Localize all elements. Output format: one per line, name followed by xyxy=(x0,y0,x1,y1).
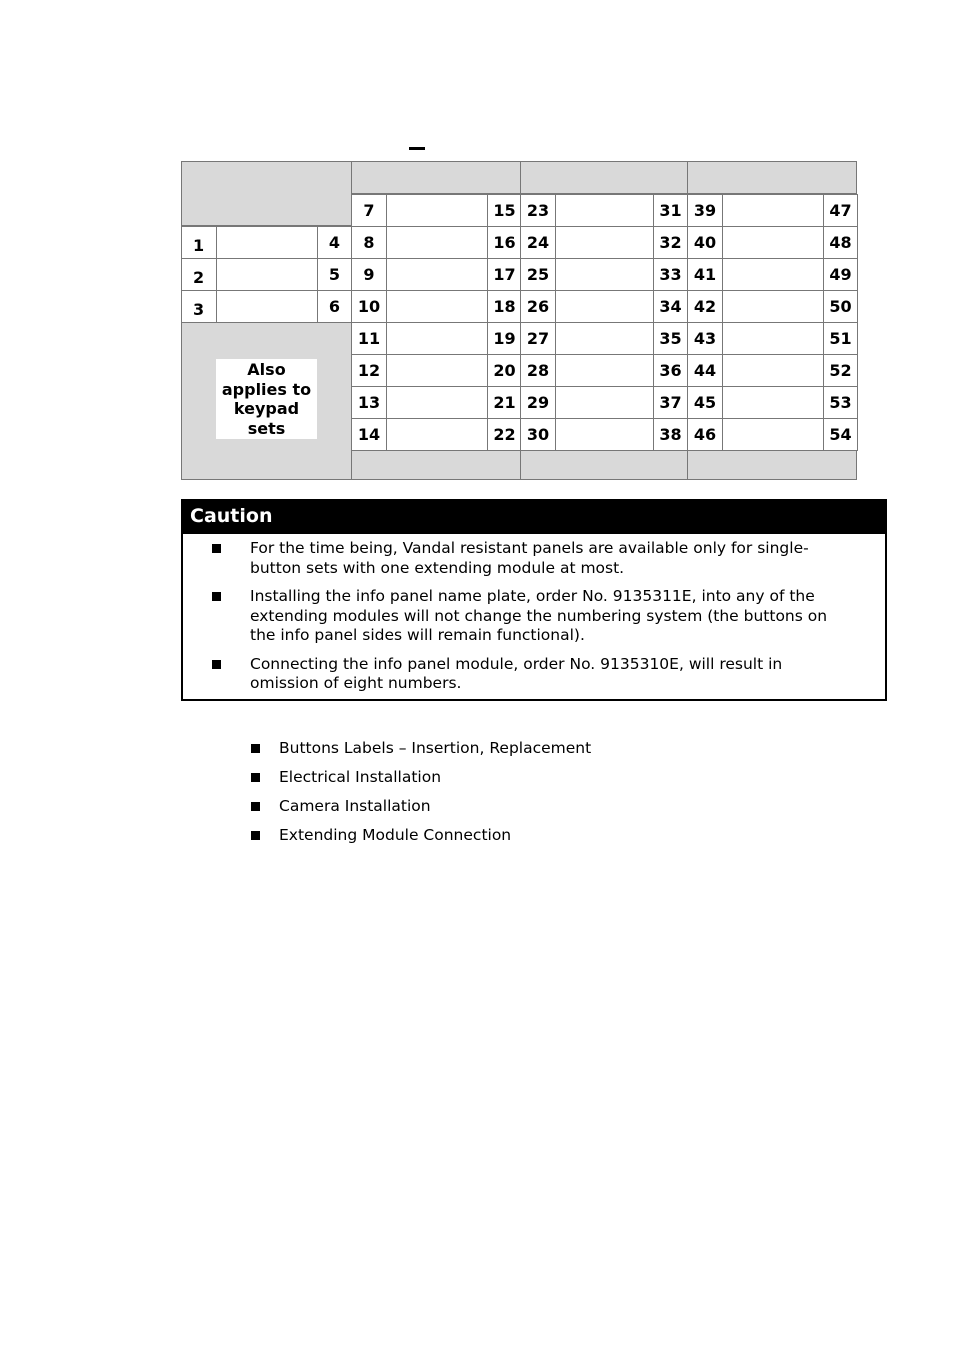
related-link[interactable]: Buttons Labels – Insertion, Replacement xyxy=(250,739,591,768)
button-number: 10 xyxy=(357,296,381,316)
label-cell xyxy=(555,290,654,323)
label-cell xyxy=(216,258,318,291)
related-link[interactable]: Extending Module Connection xyxy=(250,826,591,855)
column-group-2-header xyxy=(520,161,688,194)
button-number: 14 xyxy=(357,424,381,444)
column-group-3-header xyxy=(687,161,857,194)
button-number: 50 xyxy=(829,296,852,316)
related-topics-list xyxy=(250,739,591,855)
button-number: 32 xyxy=(659,232,682,252)
button-number: 30 xyxy=(526,424,550,444)
label-cell xyxy=(722,354,824,387)
button-number: 40 xyxy=(693,232,717,252)
button-number: 36 xyxy=(659,360,682,380)
label-cell xyxy=(555,354,654,387)
button-number: 28 xyxy=(526,360,550,380)
button-number: 54 xyxy=(829,424,852,444)
label-cell xyxy=(386,226,488,259)
button-number: 13 xyxy=(357,392,381,412)
caution-item: For the time being, Vandal resistant panels are available only for single-button sets with one extending module at most. xyxy=(183,539,885,578)
label-cell xyxy=(722,418,824,451)
bullet-icon xyxy=(251,802,260,811)
label-cell xyxy=(386,322,488,355)
button-number: 33 xyxy=(659,264,682,284)
label-cell xyxy=(555,194,654,227)
label-cell xyxy=(216,290,318,323)
button-number: 26 xyxy=(526,296,550,316)
related-link[interactable]: Electrical Installation xyxy=(250,768,591,797)
bullet-icon xyxy=(251,831,260,840)
header-mark xyxy=(409,147,425,150)
button-number: 21 xyxy=(493,392,516,412)
button-number: 18 xyxy=(493,296,516,316)
button-number: 11 xyxy=(357,328,381,348)
button-number: 17 xyxy=(493,264,516,284)
button-number: 39 xyxy=(693,200,717,220)
label-cell xyxy=(555,226,654,259)
caution-item: Connecting the info panel module, order No. 9135310E, will result in omission of eight numbers. xyxy=(183,655,885,694)
button-number: 22 xyxy=(493,424,516,444)
label-cell xyxy=(722,290,824,323)
row-number: 5 xyxy=(328,264,341,284)
button-number: 8 xyxy=(363,232,375,252)
label-cell xyxy=(555,322,654,355)
caution-title: Caution xyxy=(183,501,885,534)
column-group-3-footer xyxy=(687,448,857,480)
label-cell xyxy=(555,258,654,291)
button-number: 7 xyxy=(363,200,375,220)
button-number: 27 xyxy=(526,328,550,348)
caution-item: Installing the info panel name plate, order No. 9135311E, into any of the extending modules will not change the numbering system (the buttons on the info panel sides will remain functional). xyxy=(183,587,885,646)
label-cell xyxy=(722,322,824,355)
button-number: 15 xyxy=(493,200,516,220)
label-cell xyxy=(722,386,824,419)
bullet-icon xyxy=(251,773,260,782)
button-number: 25 xyxy=(526,264,550,284)
button-number: 35 xyxy=(659,328,682,348)
button-number: 20 xyxy=(493,360,516,380)
row-number: 6 xyxy=(328,296,341,316)
label-cell xyxy=(386,290,488,323)
button-number: 46 xyxy=(693,424,717,444)
column-group-2-footer xyxy=(520,448,688,480)
row-number: 1 xyxy=(193,235,205,255)
label-cell xyxy=(722,258,824,291)
label-cell xyxy=(386,194,488,227)
bullet-icon xyxy=(251,744,260,753)
button-number: 53 xyxy=(829,392,852,412)
bullet-icon xyxy=(212,660,221,669)
button-number: 34 xyxy=(659,296,682,316)
button-number: 48 xyxy=(829,232,852,252)
label-cell xyxy=(555,418,654,451)
row-number: 2 xyxy=(193,267,205,287)
button-number: 23 xyxy=(526,200,550,220)
button-number: 47 xyxy=(829,200,852,220)
button-number: 37 xyxy=(659,392,682,412)
button-number: 45 xyxy=(693,392,717,412)
label-cell xyxy=(216,226,318,259)
label-cell xyxy=(722,194,824,227)
button-number: 24 xyxy=(526,232,550,252)
button-number: 12 xyxy=(357,360,381,380)
button-number: 31 xyxy=(659,200,682,220)
button-number: 44 xyxy=(693,360,717,380)
bullet-icon xyxy=(212,592,221,601)
button-number: 43 xyxy=(693,328,717,348)
button-number: 49 xyxy=(829,264,852,284)
column-group-1-footer xyxy=(351,448,521,480)
label-cell xyxy=(386,354,488,387)
button-number: 41 xyxy=(693,264,717,284)
keypad-note: Also applies to keypad sets xyxy=(216,359,317,439)
related-link[interactable]: Camera Installation xyxy=(250,797,591,826)
caution-list xyxy=(183,534,885,694)
label-cell xyxy=(555,386,654,419)
button-number: 42 xyxy=(693,296,717,316)
button-number: 29 xyxy=(526,392,550,412)
button-number: 51 xyxy=(829,328,852,348)
caution-box xyxy=(181,499,887,701)
label-cell xyxy=(386,386,488,419)
label-cell xyxy=(386,258,488,291)
button-numbering-table xyxy=(181,161,857,480)
label-cell xyxy=(722,226,824,259)
column-group-1-header xyxy=(351,161,521,194)
table-corner-header xyxy=(181,161,352,226)
button-number: 16 xyxy=(493,232,516,252)
button-number: 19 xyxy=(493,328,516,348)
button-number: 9 xyxy=(363,264,375,284)
row-number: 3 xyxy=(193,299,205,319)
button-number: 52 xyxy=(829,360,852,380)
row-number: 4 xyxy=(328,232,341,252)
label-cell xyxy=(386,418,488,451)
bullet-icon xyxy=(212,544,221,553)
button-number: 38 xyxy=(659,424,682,444)
